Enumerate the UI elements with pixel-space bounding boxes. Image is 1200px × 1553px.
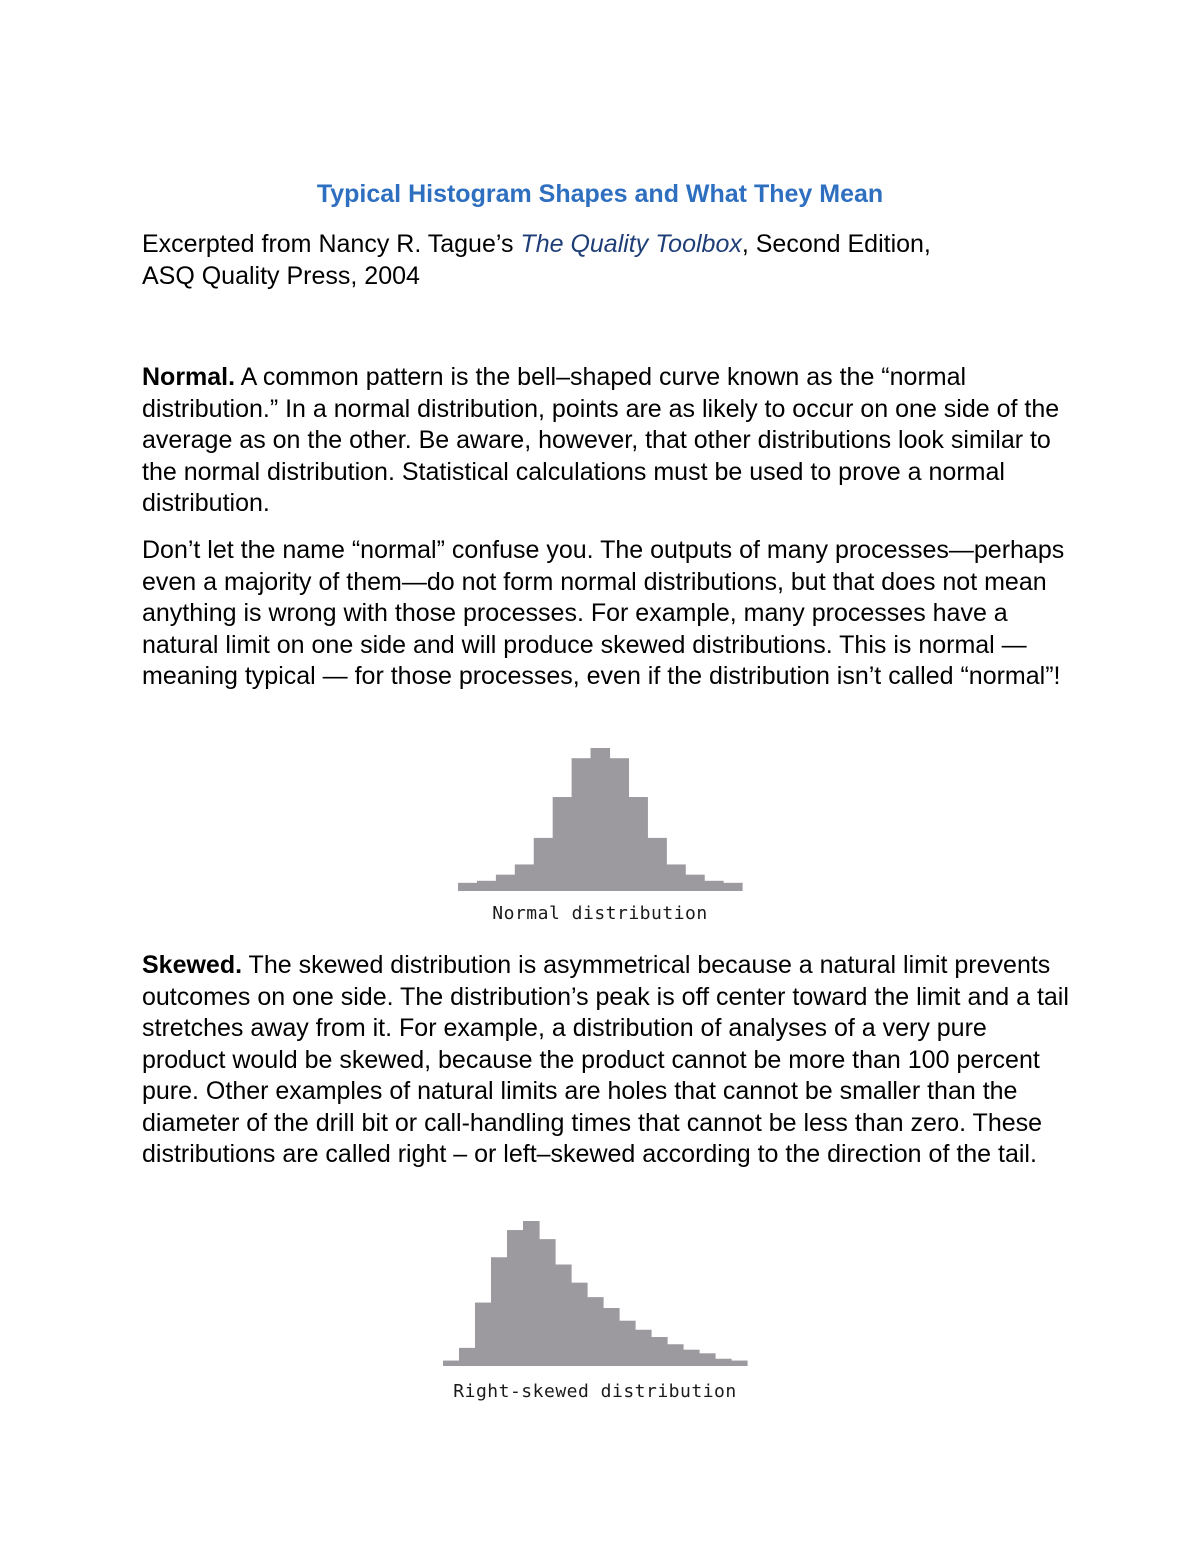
skewed-text: The skewed distribution is asymmetrical because a natural limit prevents outcomes on one side. The distribution’s peak is off center toward the limit and a tail stretches away from it. For example, a distribution of analyses of a very pure product would be skewed, because the product cannot be more than 100 percent pure. Other examples of natural limits are holes that cannot be smaller than the diameter of the drill bit or call-handling times that cannot be less than zero. These distributions are called right – or left–skewed according to the direction of the tail. xyxy=(142,951,1069,1168)
histogram-bar xyxy=(628,797,648,891)
histogram-bar xyxy=(507,1230,524,1366)
histogram-bar xyxy=(731,1361,748,1366)
histogram-bar xyxy=(553,797,573,891)
histogram-bar xyxy=(651,1337,668,1366)
histogram-bar xyxy=(571,1283,588,1366)
histogram-bar xyxy=(496,875,516,891)
histogram-bar xyxy=(572,758,592,891)
histogram-bar xyxy=(704,881,724,891)
normal-heading: Normal. xyxy=(142,363,236,391)
histogram-bar xyxy=(477,881,497,891)
citation-suffix: , Second Edition, xyxy=(741,230,931,258)
normal-histogram xyxy=(440,740,760,895)
histogram-bar xyxy=(587,1297,604,1366)
skewed-histogram-svg xyxy=(440,1215,750,1370)
histogram-bar xyxy=(609,758,629,891)
histogram-bar xyxy=(635,1330,652,1366)
normal-text-1: A common pattern is the bell–shaped curve known as the “normal distribution.” In a normal distribution, points are as likely to occur on one side of the average as on the other. Be aware, however, that other distributions look similar to the normal distribution. Statistical calculations must be used to prove a normal distribution. xyxy=(142,363,1060,517)
histogram-bar xyxy=(666,864,686,891)
histogram-bar xyxy=(647,838,667,891)
histogram-bar xyxy=(523,1221,540,1366)
normal-histogram-svg xyxy=(440,740,760,895)
histogram-bar xyxy=(534,838,554,891)
histogram-bar xyxy=(539,1239,556,1366)
citation-prefix: Excerpted from Nancy R. Tague’s xyxy=(142,230,521,258)
skewed-heading: Skewed. xyxy=(142,951,243,979)
skewed-histogram-caption: Right-skewed distribution xyxy=(453,1381,737,1402)
histogram-bar xyxy=(458,883,478,891)
normal-paragraph-2: Don’t let the name “normal” confuse you. The outputs of many processes—perhaps even a majority of them—do not form normal distributions, but that does not mean anything is wrong with those processes. For example, many processes have a natural limit on one side and will produce skewed distributions. This is normal — meaning typical — for those processes, even if the distribution isn’t called “normal”! xyxy=(142,536,1065,690)
histogram-bar xyxy=(459,1348,476,1366)
histogram-bar xyxy=(591,748,611,891)
normal-paragraph-1 xyxy=(142,362,1072,520)
histogram-bar xyxy=(603,1308,620,1366)
citation-publisher: ASQ Quality Press, 2004 xyxy=(142,261,420,290)
skewed-histogram xyxy=(440,1215,750,1370)
skewed-paragraph xyxy=(142,950,1072,1171)
histogram-bar xyxy=(443,1361,460,1366)
normal-histogram-caption: Normal distribution xyxy=(492,903,708,924)
page-title: Typical Histogram Shapes and What They Mean xyxy=(316,180,884,208)
histogram-bar xyxy=(491,1257,508,1366)
histogram-bar xyxy=(619,1321,636,1366)
book-title: The Quality Toolbox xyxy=(520,230,742,258)
histogram-bar xyxy=(667,1344,684,1366)
histogram-bar xyxy=(723,883,743,891)
histogram-bar xyxy=(699,1353,716,1366)
histogram-bar xyxy=(683,1350,700,1366)
histogram-bar xyxy=(685,875,705,891)
histogram-bar xyxy=(475,1303,492,1366)
citation xyxy=(142,229,1072,292)
histogram-bar xyxy=(515,864,535,891)
histogram-bar xyxy=(715,1359,732,1366)
histogram-bar xyxy=(555,1265,572,1367)
